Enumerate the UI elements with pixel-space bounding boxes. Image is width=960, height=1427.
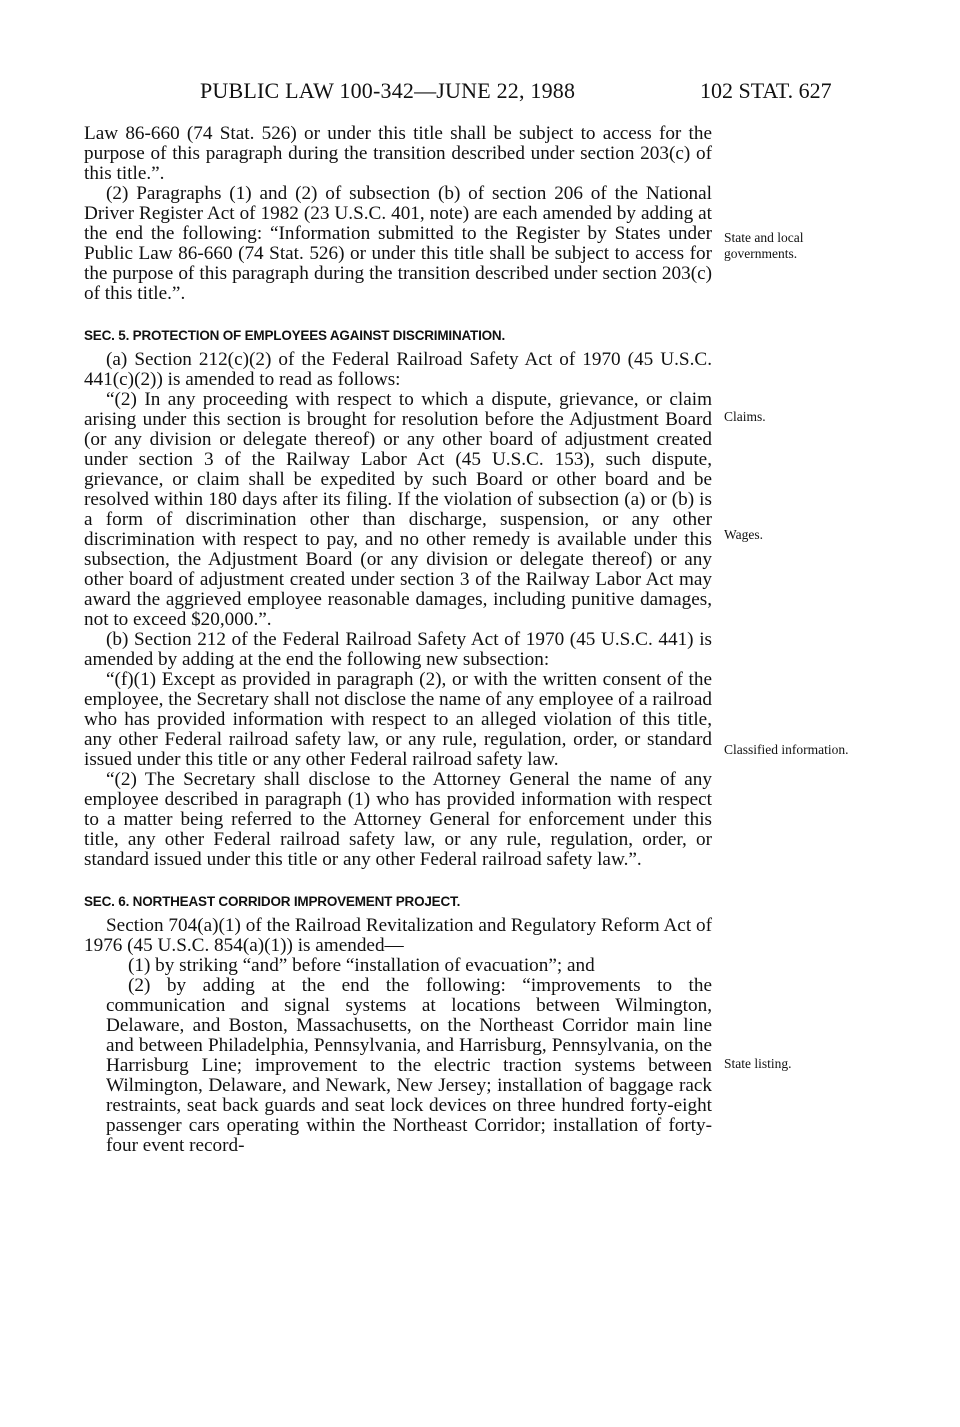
margin-note-wages: Wages.	[724, 527, 764, 542]
paragraph-continued: Law 86-660 (74 Stat. 526) or under this title shall be subject to access for the purpose of this paragraph during the transition described under section 203(c) of this title.”.	[84, 123, 712, 184]
paragraph-amendment-2: (2) Paragraphs (1) and (2) of subsection (b) of section 206 of the National Driver Register Act of 1982 (23 U.S.C. 401, note) are each amended by adding at the end the following: “Information submitted to the Register by States under Public Law 86-660 (74 Stat. 526) or under this title shall be subject to access for the purpose of this paragraph during the transition described under section 203(c) of this title.”.	[84, 183, 712, 304]
paragraph-sec6-item-1: (1) by striking “and” before “installation of evacuation”; and	[128, 955, 595, 976]
page-number: 102 STAT. 627	[700, 78, 832, 103]
margin-note-classified: Classified information.	[724, 742, 849, 757]
paragraph-sec5-a: (a) Section 212(c)(2) of the Federal Railroad Safety Act of 1970 (45 U.S.C. 441(c)(2)) is amended to read as follows:	[84, 349, 712, 390]
section-6-heading: SEC. 6. NORTHEAST CORRIDOR IMPROVEMENT PROJECT.	[84, 894, 461, 909]
law-title: PUBLIC LAW 100-342—JUNE 22, 1988	[200, 78, 576, 103]
paragraph-quoted-c2: “(2) In any proceeding with respect to which a dispute, grievance, or claim arising under this section is brought for resolution before the Adjustment Board (or any division or delegate thereof) or any other board of adjustment created under section 3 of the Railway Labor Act (45 U.S.C. 153), such dispute, grievance, or claim shall be expedited by such Board or other board and be resolved within 180 days after its filing. If the violation of subsection (a) or (b) is a form of discrimination other than discharge, suspension, or any other discrimination with respect to pay, and no other remedy is available under this subsection, the Adjustment Board (or any division or delegate thereof) or any other board of adjustment created under section 3 of the Railway Labor Act may award the aggrieved employee reasonable damages, including punitive damages, not to exceed $20,000.”.	[84, 389, 712, 630]
running-header	[0, 78, 960, 110]
margin-note-state-local: State and local governments.	[724, 230, 804, 261]
paragraph-quoted-f1: “(f)(1) Except as provided in paragraph (2), or with the written consent of the employee, the Secretary shall not disclose the name of any employee of a railroad who has provided information with respect to an alleged violation of this title, any other Federal railroad safety law, or any rule, regulation, order, or standard issued under this title or any other Federal railroad safety law.	[84, 669, 712, 770]
paragraph-sec6-item-2: (2) by adding at the end the following: “improvements to the communication and signal systems at locations between Wilmington, Delaware, and Boston, Massachusetts, on the Northeast Corridor main line and between Philadelphia, Pennsylvania, and Harrisburg, Pennsylvania, on the Harrisburg Line; improvement to the electric traction systems between Wilmington, Delaware, and Newark, New Jersey; installation of baggage rack restraints, seat back guards and seat lock devices on three hundred forty-eight passenger cars operating within the Northeast Corridor; installation of forty-four event record-	[106, 975, 712, 1156]
paragraph-quoted-f2: “(2) The Secretary shall disclose to the Attorney General the name of any employee described in paragraph (1) who has provided information with respect to a matter being referred to the Attorney General for enforcement under this title, any other Federal railroad safety law, or any rule, regulation, order, or standard issued under this title or any other Federal railroad safety law.”.	[84, 769, 712, 870]
body-text	[84, 124, 712, 1156]
paragraph-sec5-b: (b) Section 212 of the Federal Railroad Safety Act of 1970 (45 U.S.C. 441) is amended by adding at the end the following new subsection:	[84, 629, 712, 670]
margin-note-claims: Claims.	[724, 409, 766, 424]
margin-note-state-listing: State listing.	[724, 1056, 792, 1071]
paragraph-sec6-intro: Section 704(a)(1) of the Railroad Revitalization and Regulatory Reform Act of 1976 (45 U.S.C. 854(a)(1)) is amended—	[84, 915, 712, 956]
section-5-heading: SEC. 5. PROTECTION OF EMPLOYEES AGAINST DISCRIMINATION.	[84, 328, 506, 343]
